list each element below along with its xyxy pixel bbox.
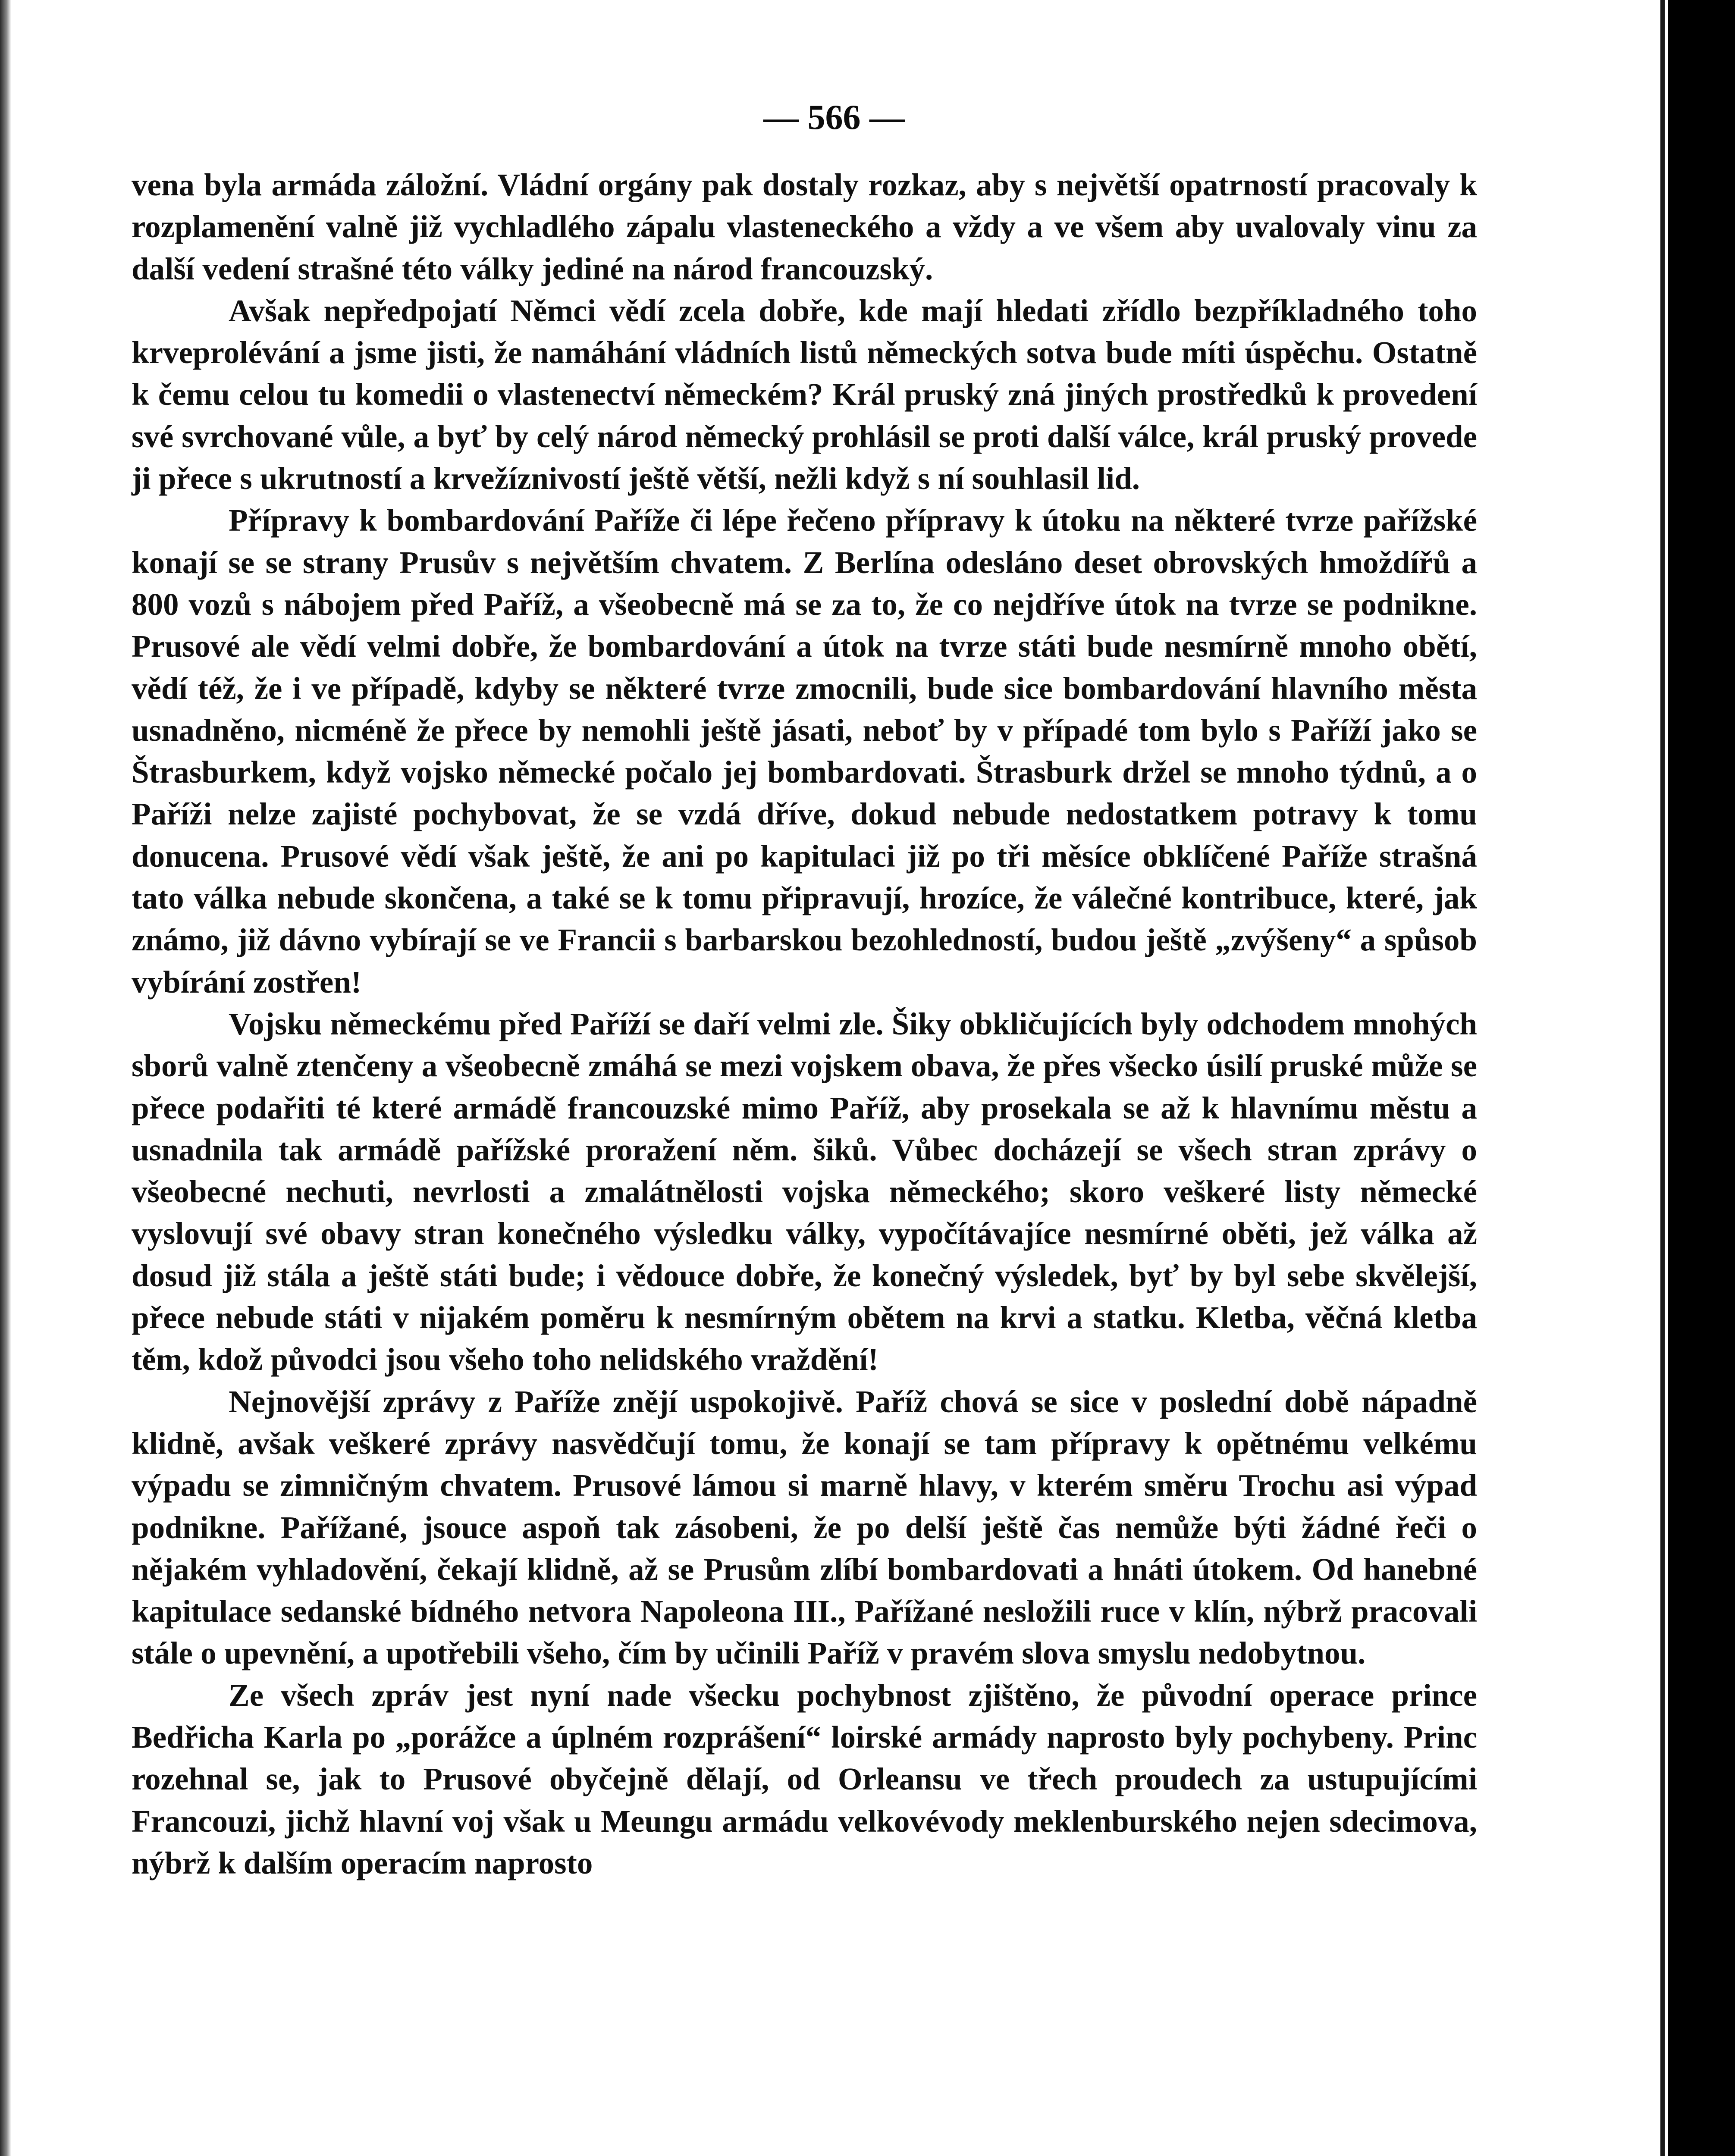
page-right-rule	[1660, 0, 1665, 2156]
paragraph: Ze všech zpráv jest nyní nade všecku pochybnost zjištěno, že původní operace prince Bedřicha Karla po „porážce a úplném rozprášení“ loirské armády naprosto byly pochybeny. Princ rozehnal se, jak to Prusové obyčejně dělají, od Orleansu ve třech proudech za ustupujícími Francouzi, jichž hlavní voj však u Meungu armádu velkovévody meklenburského nejen sdecimova, nýbrž k dalším operacím naprosto	[132, 1677, 1477, 1880]
page-right-shadow	[1668, 0, 1735, 2156]
page-body	[132, 164, 1477, 1884]
paragraph: Nejnovější zprávy z Paříže znějí uspokojivě. Paříž chová se sice v poslední době nápadně klidně, avšak veškeré zprávy nasvědčují tomu, že konají se tam přípravy k opětnému velkému výpadu se zimničným chvatem. Prusové lámou si marně hlavy, v kterém směru Trochu asi výpad podnikne. Pařížané, jsouce aspoň tak zásobeni, že po delší ještě čas nemůže býti žádné řeči o nějakém vyhladovění, čekají klidně, až se Prusům zlíbí bombardovati a hnáti útokem. Od hanebné kapitulace sedanské bídného netvora Napoleona III., Pařížané nesložili ruce v klín, nýbrž pracovali stále o upevnění, a upotřebili všeho, čím by učinili Paříž v pravém slova smyslu nedobytnou.	[132, 1384, 1477, 1671]
paragraph: Avšak nepředpojatí Němci vědí zcela dobře, kde mají hledati zřídlo bezpříkladného toho krveprolévání a jsme jisti, že namáhání vládních listů německých sotva bude míti úspěchu. Ostatně k čemu celou tu komedii o vlastenectví německém? Král pruský zná jiných prostředků k provedení své svrchované vůle, a byť by celý národ německý prohlásil se proti další válce, král pruský provede ji přece s ukrutností a krvežíznivostí ještě větší, nežli když s ní souhlasil lid.	[132, 293, 1477, 496]
paragraph: vena byla armáda záložní. Vládní orgány pak dostaly rozkaz, aby s největší opatrností pracovaly k rozplamenění valně již vychladlého zápalu vlasteneckého a vždy a ve všem aby uvalovaly vinu za další vedení strašné této války jediné na národ francouzský.	[132, 167, 1477, 286]
page-number: — 566 —	[763, 97, 905, 137]
paragraph: Přípravy k bombardování Paříže či lépe řečeno přípravy k útoku na některé tvrze pařížské konají se se strany Prusův s největším chvatem. Z Berlína odesláno deset obrovských hmoždířů a 800 vozů s nábojem před Paříž, a všeobecně má se za to, že co nejdříve útok na tvrze se podnikne. Prusové ale vědí velmi dobře, že bombardování a útok na tvrze státi bude nesmírně mnoho obětí, vědí též, že i ve případě, kdyby se některé tvrze zmocnili, bude sice bombardování hlavního města usnadněno, nicméně že přece by nemohli ještě jásati, neboť by v případé tom bylo s Paříží jako se Štrasburkem, když vojsko německé počalo jej bombardovati. Štrasburk držel se mnoho týdnů, a o Paříži nelze zajisté pochybovat, že se vzdá dříve, dokud nebude nedostatkem potravy k tomu donucena. Prusové vědí však ještě, že ani po kapitulaci již po tři měsíce obklíčené Paříže strašná tato válka nebude skončena, a také se k tomu připravují, hrozíce, že válečné kontribuce, které, jak známo, již dávno vybírají se ve Francii s barbarskou bezohledností, budou ještě „zvýšeny“ a spůsob vybírání zostřen!	[132, 503, 1477, 1000]
paragraph: Vojsku německému před Paříží se daří velmi zle. Šiky obkličujících byly odchodem mnohých sborů valně ztenčeny a všeobecně zmáhá se mezi vojskem obava, že přes všecko úsilí pruské může se přece podařiti té které armádě francouzské mimo Paříž, aby prosekala se až k hlavnímu městu a usnadnila tak armádě pařížské proražení něm. šiků. Vůbec docházejí se všech stran zprávy o všeobecné nechuti, nevrlosti a zmalátnělosti vojska německého; skoro veškeré listy německé vyslovují své obavy stran konečného výsledku války, vypočítávajíce nesmírné oběti, jež válka až dosud již stála a ještě státi bude; i vědouce dobře, že konečný výsledek, byť by byl sebe skvělejší, přece nebude státi v nijakém poměru k nesmírným obětem na krvi a statku. Kletba, věčná kletba těm, kdož původci jsou všeho toho nelidského vraždění!	[132, 1006, 1477, 1377]
page-left-edge	[0, 0, 11, 2156]
